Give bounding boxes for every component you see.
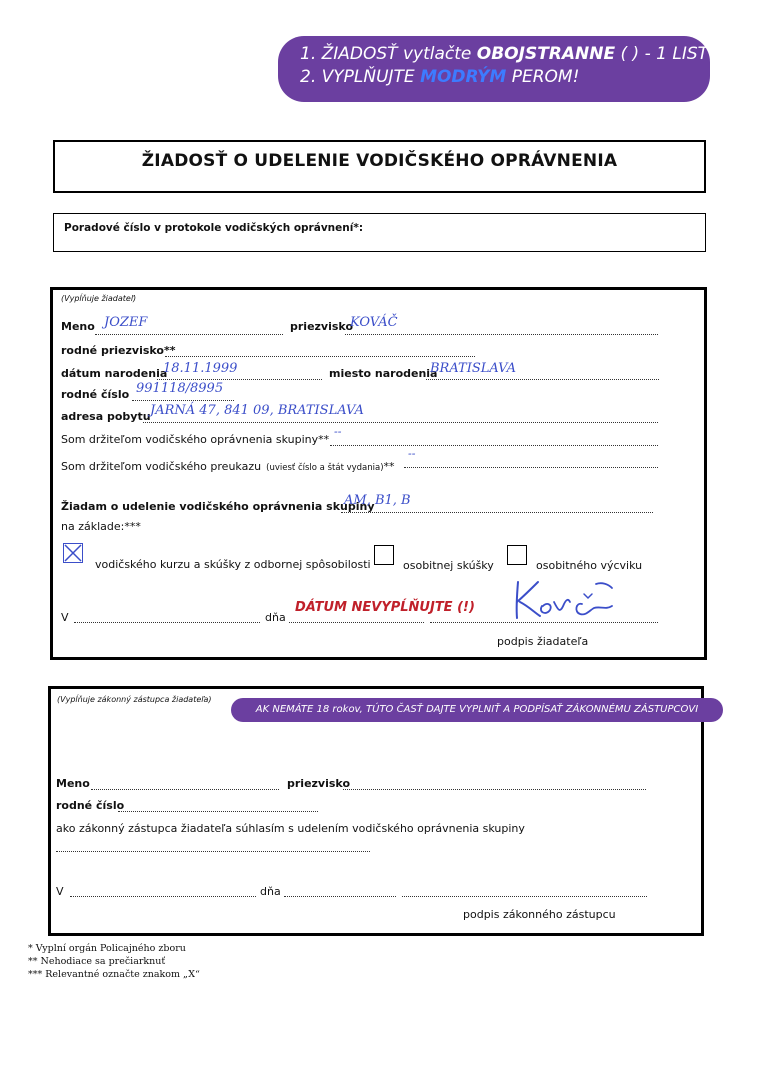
instruction-emphasis: OBOJSTRANNE [476, 44, 616, 64]
applicant-section-header: (Vypĺňuje žiadateľ) [61, 294, 137, 303]
representative-note: AK NEMÁTE 18 rokov, TÚTO ČASŤ DAJTE VYPLNIŤ A PODPÍSAŤ ZÁKONNÉMU ZÁSTUPCOVI [231, 698, 723, 722]
rep-meno-line[interactable] [91, 789, 279, 790]
instruction-blue-word: MODRÝM [420, 67, 507, 87]
option-skuska-checkbox[interactable] [374, 545, 394, 565]
rep-skupina-line[interactable] [56, 851, 370, 852]
rep-consent-text: ako zákonný zástupca žiadateľa súhlasím s udelením vodičského oprávnenia skupiny [56, 822, 525, 835]
protocol-number-box [53, 213, 706, 252]
rep-podpis-line[interactable] [402, 896, 647, 897]
rep-miesto-label: V [56, 885, 64, 898]
drzitel-preukazu-value: -- [408, 447, 416, 460]
rep-rodne-cislo-line[interactable] [118, 811, 318, 812]
rodne-cislo-value: 991118/8995 [136, 381, 224, 396]
datum-narodenia-value: 18.11.1999 [163, 361, 238, 376]
option-skuska-label: osobitnej skúšky [403, 559, 494, 572]
date-warning: DÁTUM NEVYPĹŇUJTE (!) [295, 600, 475, 615]
drzitel-preukazu-line[interactable] [404, 467, 658, 468]
rodne-priezvisko-label: rodné priezvisko** [61, 344, 176, 357]
drzitel-opravnenia-label: Som držiteľom vodičského oprávnenia skupiny** [61, 433, 330, 446]
datum-podpisu-line[interactable] [289, 622, 424, 623]
ziadam-label: Žiadam o udelenie vodičského oprávnenia skupiny [61, 500, 375, 513]
priezvisko-value: KOVÁČ [350, 315, 398, 330]
drzitel-opravnenia-line[interactable] [330, 445, 658, 446]
meno-value: JOZEF [104, 315, 148, 330]
checked-x-icon [64, 544, 82, 562]
rep-podpis-caption: podpis zákonného zástupcu [463, 908, 616, 921]
rep-datum-label: dňa [260, 885, 281, 898]
adresa-pobytu-line[interactable] [143, 422, 658, 423]
datum-narodenia-label: dátum narodenia [61, 367, 168, 380]
protocol-number-label: Poradové číslo v protokole vodičských oprávnení*: [64, 222, 364, 234]
miesto-podpisu-line[interactable] [74, 622, 260, 623]
applicant-signature-icon [508, 576, 620, 622]
rep-priezvisko-line[interactable] [343, 789, 646, 790]
option-kurz-label: vodičského kurzu a skúšky z odbornej spôsobilosti [95, 558, 371, 571]
drzitel-preukazu-hint: (uviesť číslo a štát vydania) [266, 463, 384, 473]
rep-rodne-cislo-label: rodné číslo [56, 799, 125, 812]
footnote-1: * Vyplní orgán Policajného zboru [28, 943, 186, 954]
podpis-ziadatela-line[interactable] [430, 622, 658, 623]
rep-datum-line[interactable] [284, 896, 396, 897]
rep-meno-label: Meno [56, 777, 90, 790]
footnote-2: ** Nehodiace sa prečiarknuť [28, 956, 166, 967]
podpis-ziadatela-caption: podpis žiadateľa [497, 635, 589, 648]
adresa-pobytu-label: adresa pobytu [61, 410, 151, 423]
rep-priezvisko-label: priezvisko [287, 777, 350, 790]
option-vycvik-label: osobitného výcviku [536, 559, 643, 572]
instruction-line-1: 1. ŽIADOSŤ vytlačte OBOJSTRANNE ( ) - 1 LIST [300, 44, 709, 64]
miesto-narodenia-line[interactable] [426, 379, 659, 380]
option-vycvik-checkbox[interactable] [507, 545, 527, 565]
instruction-line-2: 2. VYPLŇUJTE MODRÝM PEROM! [300, 67, 580, 87]
drzitel-preukazu-label: Som držiteľom vodičského preukazu (uviesť číslo a štát vydania)** [61, 460, 395, 473]
instructions-note [278, 36, 710, 102]
form-title-box [53, 140, 706, 193]
representative-section-header: (Vypĺňuje zákonný zástupca žiadateľa) [57, 695, 212, 704]
form-title: ŽIADOSŤ O UDELENIE VODIČSKÉHO OPRÁVNENIA [141, 151, 618, 171]
meno-label: Meno [61, 320, 95, 333]
meno-line[interactable] [95, 334, 283, 335]
na-zaklade-label: na základe:*** [61, 520, 141, 533]
miesto-podpisu-label: V [61, 611, 69, 624]
rodne-priezvisko-line[interactable] [165, 356, 475, 357]
adresa-pobytu-value: JARNÁ 47, 841 09, BRATISLAVA [150, 403, 364, 418]
priezvisko-line[interactable] [345, 334, 658, 335]
footnote-3: *** Relevantné označte znakom „X“ [28, 969, 200, 980]
miesto-narodenia-label: miesto narodenia [329, 367, 438, 380]
datum-narodenia-line[interactable] [157, 379, 322, 380]
datum-podpisu-label: dňa [265, 611, 286, 624]
miesto-narodenia-value: BRATISLAVA [430, 361, 516, 376]
drzitel-opravnenia-value: -- [334, 425, 342, 438]
option-kurz-checkbox[interactable] [63, 543, 83, 563]
ziadam-value: AM, B1, B [344, 493, 411, 508]
rodne-cislo-line[interactable] [132, 400, 234, 401]
rep-miesto-line[interactable] [70, 896, 256, 897]
rodne-cislo-label: rodné číslo [61, 388, 130, 401]
ziadam-line[interactable] [341, 512, 653, 513]
priezvisko-label: priezvisko [290, 320, 353, 333]
